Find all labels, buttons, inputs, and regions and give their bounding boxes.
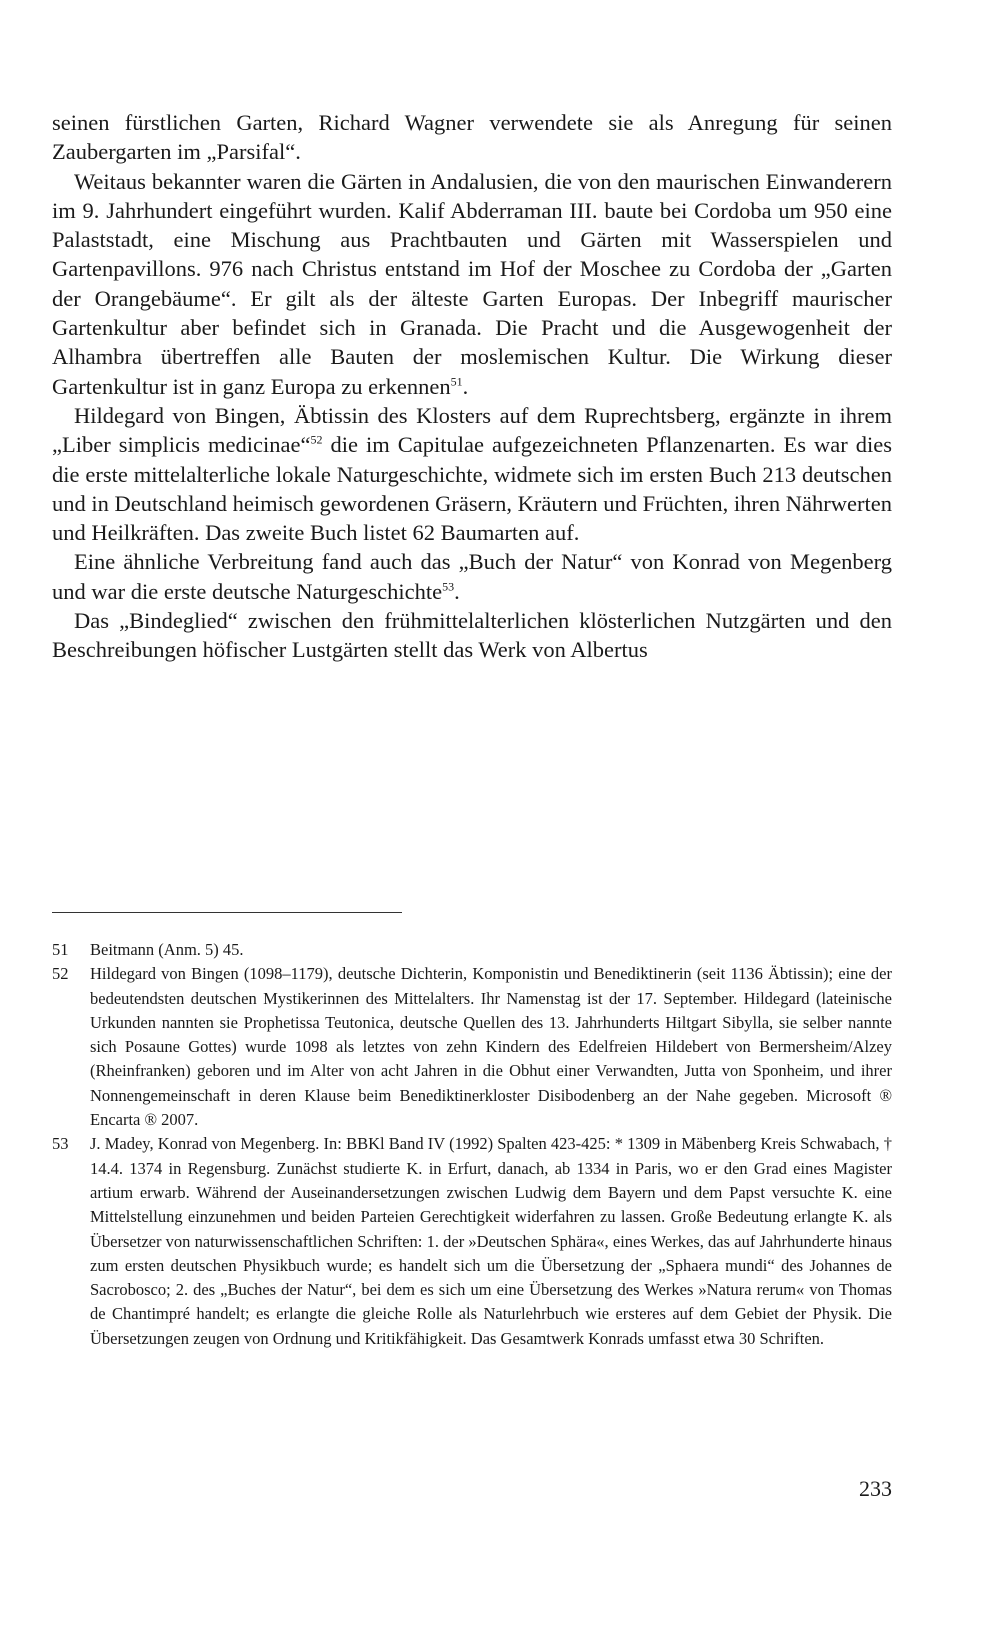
footnote-number: 52 — [52, 964, 69, 984]
footnote-51 — [52, 938, 892, 962]
paragraph-2 — [52, 167, 892, 401]
paragraph-5-text: Das „Bindeglied“ zwischen den frühmittelalterlichen klösterlichen Nutzgärten und den Beschreibungen höfischer Lustgärten stellt das Werk von Albertus — [52, 608, 892, 663]
main-text — [52, 108, 892, 665]
paragraph-2-text: Weitaus bekannter waren die Gärten in Andalusien, die von den maurischen Einwanderern im 9. Jahrhundert eingeführt wurden. Kalif Abderraman III. baute bei Cordoba um 950 eine Palaststadt, eine Mischung aus Prachtbauten und Gärten mit Wasserspielen und Gartenpavillons. 976 nach Christus entstand im Hof der Moschee zu Cordoba der „Garten der Orangebäume“. Er gilt als der älteste Garten Europas. Der Inbegriff maurischer Gartenkultur aber befindet sich in Granada. Die Pracht und die Ausgewogenheit der Alhambra übertreffen alle Bauten der moslemischen Kultur. Die Wirkung dieser Gartenkultur ist in ganz Europa zu erkennen — [52, 168, 892, 399]
footnote-ref-51[interactable]: 51 — [450, 374, 463, 389]
page-number: 233 — [859, 1476, 892, 1501]
paragraph-1-text: seinen fürstlichen Garten, Richard Wagner verwendete sie als Anregung für seinen Zaubergarten im „Parsifal“. — [52, 110, 892, 165]
footnote-ref-52[interactable]: 52 — [310, 432, 323, 447]
paragraph-4-text: Eine ähnliche Verbreitung fand auch das „Buch der Natur“ von Konrad von Megenberg und war die erste deutsche Naturgeschichte — [52, 549, 892, 604]
paragraph-2-end: . — [462, 373, 469, 399]
footnote-52 — [52, 962, 892, 1132]
paragraph-3-text-b: die im Capitulae aufgezeichneten Pflanzenarten. Es war dies die erste mittelalterliche lokale Naturgeschichte, widmete sich im ersten Buch 213 deutschen und in Deutschland heimisch gewordenen Gräsern, Kräutern und Früchten, ihren Nährwerten und Heilkräften. Das zweite Buch listet 62 Baumarten auf. — [52, 432, 892, 546]
footnote-number: 51 — [52, 940, 69, 959]
footnote-ref-53[interactable]: 53 — [442, 579, 455, 594]
footnote-divider — [52, 912, 402, 913]
footnote-text: J. Madey, Konrad von Megenberg. In: BBKl Band IV (1992) Spalten 423-425: * 1309 in Mäbenberg Kreis Schwabach, † 14.4. 1374 in Regensburg. Zunächst studierte K. in Erfurt, danach, ab 1334 in Paris, wo er den Grad eines Magister artium erwarb. Während der Auseinandersetzungen zwischen Ludwig dem Bayern und dem Papst versuchte K. eine Mittelstellung einzunehmen und beiden Parteien Gerechtigkeit widerfahren zu lassen. Große Bedeutung erlangte K. als Übersetzer von naturwissenschaftlichen Schriften: 1. der »Deutschen Sphära«, eines Werkes, das auf Jahrhunderte hinaus zum ersten deutschen Physikbuch wurde; es handelt sich um die Übersetzung der „Sphaera mundi“ des Johannes de Sacrobosco; 2. des „Buches der Natur“, bei dem es sich um eine Übersetzung des Werkes »Natura rerum« von Thomas de Chantimpré handelt; es erlangte die gleiche Rolle als Naturlehrbuch wie ersteres auf dem Gebiet der Physik. Die Übersetzungen zeugen von Ordnung und Kritikfähigkeit. Das Gesamtwerk Konrads umfasst etwa 30 Schriften. — [90, 1134, 892, 1348]
footnotes — [52, 938, 892, 1351]
footnote-number: 53 — [52, 1134, 69, 1154]
paragraph-4 — [52, 547, 892, 606]
paragraph-3-text-a: Hildegard von Bingen, Äbtissin des Klosters auf dem Ruprechtsberg, ergänzte in ihrem „Liber simplicis medicinae“ — [52, 402, 892, 458]
footnote-53 — [52, 1132, 892, 1351]
paragraph-4-end: . — [454, 578, 460, 604]
footnote-text: Hildegard von Bingen (1098–1179), deutsche Dichterin, Komponistin und Benediktinerin (seit 1136 Äbtissin); eine der bedeutendsten deutschen Mystikerinnen des Mittelalters. Ihr Namenstag ist der 17. September. Hildegard (lateinische Urkunden nannten sie Prophetissa Teutonica, deutsche Quellen des 13. Jahrhunderts Hiltgart Sibylla, sie selber nannte sich Posaune Gottes) wurde 1098 als letztes von zehn Kindern des Edelfreien Hildebert von Bermersheim/Alzey (Rheinfranken) geboren und im Alter von acht Jahren in die Obhut einer Verwandten, Jutta von Sponheim, und ihrer Nonnengemeinschaft in deren Klause beim Benediktinerkloster Disibodenberg an der Nahe gegeben. Microsoft ® Encarta ® 2007. — [90, 964, 892, 1130]
paragraph-1 — [52, 108, 892, 167]
paragraph-3 — [52, 401, 892, 547]
footnote-text: Beitmann (Anm. 5) 45. — [90, 940, 244, 959]
paragraph-5 — [52, 606, 892, 665]
